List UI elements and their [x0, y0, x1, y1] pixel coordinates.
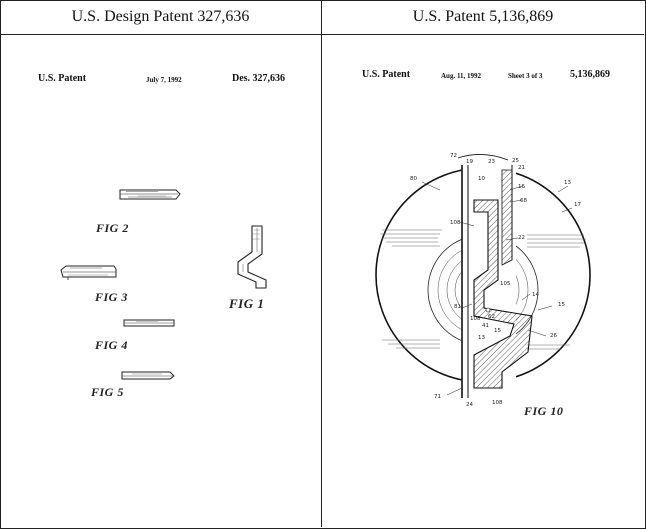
ref-21: 21 — [518, 165, 525, 171]
right-patent-label: U.S. Patent — [362, 69, 411, 80]
ref-14: 14 — [532, 292, 539, 298]
ref-22: 22 — [518, 235, 525, 241]
ref-16: 16 — [518, 184, 525, 190]
ref-80: 80 — [410, 176, 417, 182]
left-caption: U.S. Design Patent 327,636 — [71, 8, 250, 25]
ref-41: 41 — [482, 323, 489, 329]
ref-26: 26 — [550, 333, 557, 339]
ref-108-mid: 108 — [470, 316, 481, 322]
fig1-drawing — [228, 222, 276, 292]
ref-13: 13 — [564, 180, 571, 186]
fig2-label: FIG 2 — [96, 221, 129, 235]
ref-10: 10 — [478, 176, 485, 182]
fig10-label: FIG 10 — [524, 404, 564, 418]
ref-71: 71 — [434, 394, 441, 400]
right-patent-sheet-number: Sheet 3 of 3 — [508, 72, 543, 80]
ref-23: 23 — [488, 159, 495, 165]
ref-68: 68 — [520, 198, 527, 204]
caption-divider — [0, 34, 644, 35]
fig1-label: FIG 1 — [229, 296, 265, 311]
right-caption: U.S. Patent 5,136,869 — [412, 8, 554, 25]
ref-17: 17 — [574, 202, 581, 208]
ref-108-lower: 108 — [492, 400, 503, 406]
fig3-label: FIG 3 — [95, 290, 128, 304]
ref-81: 81 — [454, 304, 461, 310]
left-patent-number: Des. 327,636 — [232, 73, 286, 84]
left-patent-date: July 7, 1992 — [146, 76, 182, 84]
ref-108-upper: 108 — [450, 220, 461, 226]
fig3-drawing — [58, 263, 122, 283]
ref-62: 62 — [488, 314, 495, 320]
ref-105: 105 — [500, 281, 511, 287]
fig5-label: FIG 5 — [91, 385, 124, 399]
fig10-drawing — [322, 140, 644, 420]
ref-72: 72 — [450, 153, 457, 159]
ref-13-inner: 13 — [478, 335, 485, 341]
fig5-drawing — [120, 370, 178, 382]
ref-24: 24 — [466, 402, 473, 408]
fig4-label: FIG 4 — [95, 338, 128, 352]
ref-25: 25 — [512, 158, 519, 164]
right-patent-date: Aug. 11, 1992 — [441, 72, 482, 80]
right-patent-number: 5,136,869 — [570, 69, 610, 80]
ref-15-lower: 15 — [494, 328, 501, 334]
fig2-drawing — [118, 187, 182, 203]
ref-15-right: 15 — [558, 302, 565, 308]
fig4-drawing — [122, 318, 178, 328]
ref-19: 19 — [466, 159, 473, 165]
left-patent-label: U.S. Patent — [38, 73, 87, 84]
